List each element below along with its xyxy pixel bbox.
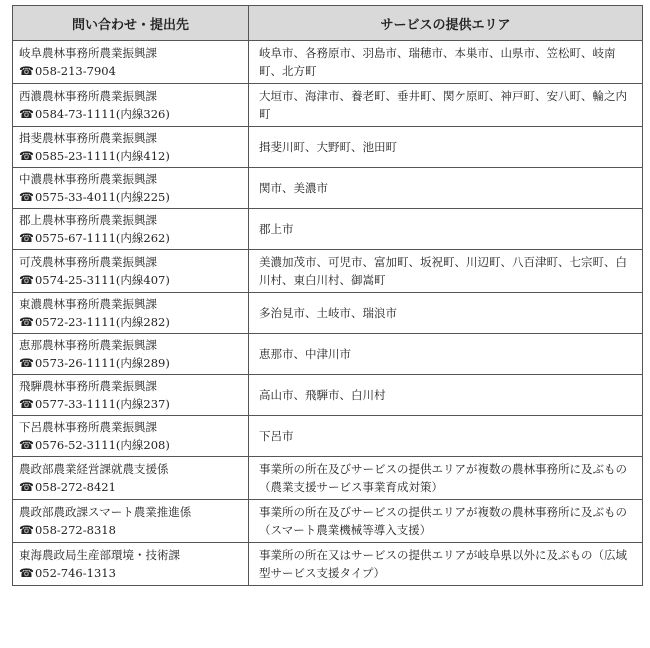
- table-row: [13, 375, 643, 416]
- office-name: 農政部農業経営課就農支援係: [19, 462, 169, 476]
- contact-cell: [13, 543, 249, 586]
- telephone-icon: ☎: [19, 107, 34, 121]
- contact-cell: [13, 334, 249, 375]
- phone-number[interactable]: 0585-23-1111(内線412): [34, 149, 170, 163]
- contact-cell: [13, 250, 249, 293]
- area-cell: 大垣市、海津市、養老町、垂井町、関ケ原町、神戸町、安八町、輪之内町: [249, 84, 643, 127]
- contact-cell: [13, 127, 249, 168]
- contact-cell: [13, 293, 249, 334]
- phone-number[interactable]: 052-746-1313: [34, 566, 116, 580]
- phone-number[interactable]: 058-272-8421: [34, 480, 116, 494]
- area-cell: 下呂市: [249, 416, 643, 457]
- table-row: [13, 250, 643, 293]
- phone-line: [19, 62, 242, 80]
- telephone-icon: ☎: [19, 397, 34, 411]
- contact-cell: [13, 41, 249, 84]
- office-name: 可茂農林事務所農業振興課: [19, 255, 157, 269]
- area-cell: 揖斐川町、大野町、池田町: [249, 127, 643, 168]
- phone-number[interactable]: 0575-33-4011(内線225): [34, 190, 170, 204]
- area-cell: 事業所の所在及びサービスの提供エリアが複数の農林事務所に及ぶもの（農業支援サービス事業育成対策）: [249, 457, 643, 500]
- area-cell: 関市、美濃市: [249, 168, 643, 209]
- contact-cell: [13, 209, 249, 250]
- contact-cell: [13, 168, 249, 209]
- phone-line: [19, 313, 242, 331]
- telephone-icon: ☎: [19, 480, 34, 494]
- area-cell: 多治見市、土岐市、瑞浪市: [249, 293, 643, 334]
- table-row: [13, 84, 643, 127]
- office-name: 東海農政局生産部環境・技術課: [19, 548, 180, 562]
- telephone-icon: ☎: [19, 64, 34, 78]
- office-name: 飛騨農林事務所農業振興課: [19, 379, 157, 393]
- contact-cell: [13, 84, 249, 127]
- contact-cell: [13, 416, 249, 457]
- telephone-icon: ☎: [19, 149, 34, 163]
- table-row: [13, 127, 643, 168]
- table-row: [13, 41, 643, 84]
- telephone-icon: ☎: [19, 315, 34, 329]
- phone-number[interactable]: 0577-33-1111(内線237): [34, 397, 170, 411]
- office-name: 郡上農林事務所農業振興課: [19, 213, 157, 227]
- contact-cell: [13, 500, 249, 543]
- table-row: [13, 209, 643, 250]
- table-row: [13, 500, 643, 543]
- telephone-icon: ☎: [19, 231, 34, 245]
- phone-line: [19, 478, 242, 496]
- table-row: [13, 543, 643, 586]
- phone-number[interactable]: 0576-52-3111(内線208): [34, 438, 170, 452]
- office-name: 揖斐農林事務所農業振興課: [19, 131, 157, 145]
- telephone-icon: ☎: [19, 273, 34, 287]
- telephone-icon: ☎: [19, 438, 34, 452]
- area-cell: 高山市、飛騨市、白川村: [249, 375, 643, 416]
- area-cell: 事業所の所在又はサービスの提供エリアが岐阜県以外に及ぶもの（広域型サービス支援タイプ）: [249, 543, 643, 586]
- phone-number[interactable]: 058-213-7904: [34, 64, 116, 78]
- phone-number[interactable]: 0574-25-3111(内線407): [34, 273, 170, 287]
- phone-line: [19, 229, 242, 247]
- area-cell: 岐阜市、各務原市、羽島市、瑞穂市、本巣市、山県市、笠松町、岐南町、北方町: [249, 41, 643, 84]
- table-row: [13, 457, 643, 500]
- table-row: [13, 168, 643, 209]
- phone-line: [19, 147, 242, 165]
- telephone-icon: ☎: [19, 523, 34, 537]
- header-contact: 問い合わせ・提出先: [13, 6, 249, 41]
- phone-number[interactable]: 0572-23-1111(内線282): [34, 315, 170, 329]
- contact-cell: [13, 375, 249, 416]
- office-name: 農政部農政課スマート農業推進係: [19, 505, 192, 519]
- table-row: [13, 293, 643, 334]
- phone-number[interactable]: 0575-67-1111(内線262): [34, 231, 170, 245]
- office-name: 東濃農林事務所農業振興課: [19, 297, 157, 311]
- contact-cell: [13, 457, 249, 500]
- service-area-table: [12, 5, 643, 586]
- phone-line: [19, 395, 242, 413]
- office-name: 下呂農林事務所農業振興課: [19, 420, 157, 434]
- phone-line: [19, 188, 242, 206]
- table-row: [13, 334, 643, 375]
- area-cell: 美濃加茂市、可児市、富加町、坂祝町、川辺町、八百津町、七宗町、白川村、東白川村、御嵩町: [249, 250, 643, 293]
- phone-number[interactable]: 0584-73-1111(内線326): [34, 107, 170, 121]
- phone-line: [19, 271, 242, 289]
- phone-line: [19, 521, 242, 539]
- phone-line: [19, 354, 242, 372]
- telephone-icon: ☎: [19, 190, 34, 204]
- office-name: 恵那農林事務所農業振興課: [19, 338, 157, 352]
- table-row: [13, 416, 643, 457]
- phone-number[interactable]: 0573-26-1111(内線289): [34, 356, 170, 370]
- area-cell: 恵那市、中津川市: [249, 334, 643, 375]
- header-area: サービスの提供エリア: [249, 6, 643, 41]
- office-name: 岐阜農林事務所農業振興課: [19, 46, 157, 60]
- phone-line: [19, 564, 242, 582]
- area-cell: 事業所の所在及びサービスの提供エリアが複数の農林事務所に及ぶもの（スマート農業機械等導入支援）: [249, 500, 643, 543]
- phone-line: [19, 436, 242, 454]
- telephone-icon: ☎: [19, 356, 34, 370]
- phone-number[interactable]: 058-272-8318: [34, 523, 116, 537]
- area-cell: 郡上市: [249, 209, 643, 250]
- telephone-icon: ☎: [19, 566, 34, 580]
- office-name: 中濃農林事務所農業振興課: [19, 172, 157, 186]
- office-name: 西濃農林事務所農業振興課: [19, 89, 157, 103]
- phone-line: [19, 105, 242, 123]
- header-row: [13, 6, 643, 41]
